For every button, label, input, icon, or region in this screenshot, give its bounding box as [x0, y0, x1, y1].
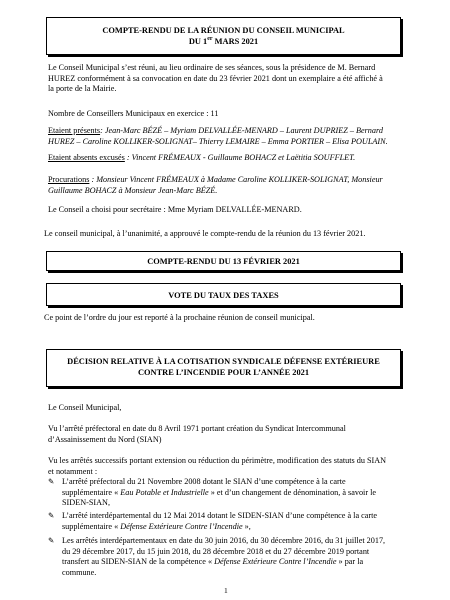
- successive-orders-paragraph: Vu les arrêtés successifs portant extension ou réduction du périmètre, modification des statuts du SIAN et notamment :: [48, 456, 387, 476]
- absent-members: Etaient absents excusés : Vincent FRÉMEAUX - Guillaume BOHACZ et Laëtitia SOUFFLET.: [48, 153, 356, 162]
- prefectoral-order-paragraph: Vu l’arrêté préfectoral en date du 8 Avril 1971 portant création du Syndicat Intercommunal d’Assainissement du Nord (SIAN): [48, 424, 346, 444]
- tax-vote-title: VOTE DU TAUX DES TAXES: [168, 291, 279, 300]
- contribution-title-line1: DÉCISION RELATIVE À LA COTISATION SYNDICALE DÉFENSE EXTÉRIEURE: [67, 357, 380, 366]
- meeting-title-line1: COMPTE-RENDU DE LA RÉUNION DU CONSEIL MUNICIPAL: [102, 26, 345, 35]
- council-heading: Le Conseil Municipal,: [48, 403, 122, 412]
- intro-paragraph: Le Conseil Municipal s’est réuni, au lieu ordinaire de ses séances, sous la présidence de M. Bernard HUREZ conformément à sa convocation en date du 23 février 2021 dont un exemplaire a été affiché à la porte de la Mairie.: [48, 63, 383, 94]
- proxies: Procurations : Monsieur Vincent FRÉMEAUX à Madame Caroline KOLLIKER-SOLIGNAT, Monsieur Guillaume BOHACZ à Monsieur Jean-Marc BÉZÉ.: [48, 175, 383, 195]
- present-members: Etaient présents: Jean-Marc BÉZÉ – Myriam DELVALLÉE-MENARD – Laurent DUPRIEZ – Bernard HUREZ – Caroline KOLLIKER-SOLIGNAT– Thierry LEMAIRE – Emma PORTIER – Elisa POULAIN.: [48, 126, 388, 146]
- secretary-line: Le Conseil a choisi pour secrétaire : Mme Myriam DELVALLÉE-MENARD.: [48, 205, 302, 214]
- meeting-title-line2: DU 1er MARS 2021: [188, 36, 259, 46]
- contribution-title-line2: CONTRE L’INCENDIE POUR L’ANNÉE 2021: [137, 368, 310, 377]
- meeting-title-box: [46, 17, 401, 55]
- minutes-section-title-box: [46, 251, 401, 271]
- minutes-approval-text: Le conseil municipal, à l’unanimité, a approuvé le compte-rendu de la réunion du 13 février 2021.: [44, 229, 366, 238]
- tax-vote-text: Ce point de l’ordre du jour est reporté à la prochaine réunion de conseil municipal.: [44, 313, 315, 322]
- tax-vote-title-box: [46, 283, 401, 306]
- page-number: 1: [224, 586, 228, 595]
- pencil-bullet-icon: ✎: [48, 536, 55, 545]
- pencil-bullet-icon: ✎: [48, 511, 55, 520]
- document-page: COMPTE-RENDU DE LA RÉUNION DU CONSEIL MUNICIPAL DU 1er MARS 2021 Le Conseil Municipal s’est réuni, au lieu ordinaire de ses séances, sous la présidence de M. Bernard HUREZ conformément à sa convocation en date du 23 février 2021 dont un exemplaire a été affiché à la porte de la Mairie. Nombre de Conseillers Municipaux en exercice : 11 Etaient présents: Jean-Marc BÉZÉ – Myriam DELVALLÉE-MENARD – Laurent DUPRIEZ – Bernard HUREZ – Caroline KOLLIKER-SOLIGNAT– Thierry LEMAIRE – Emma PORTIER – Elisa POULAIN. Etaient absents excusés : Vincent FRÉMEAUX - Guillaume BOHACZ et Laëtitia SOUFFLET. Procurations : Monsieur Vincent FRÉMEAUX à Madame Caroline KOLLIKER-SOLIGNAT, Monsieur Guillaume BOHACZ à Monsieur Jean-Marc BÉZÉ. Le Conseil a choisi pour secrétaire : Mme Myriam DELVALLÉE-MENARD. Le conseil municipal, à l’unanimité, a approuvé le compte-rendu de la réunion du 13 février 2021. COMPTE-RENDU DU 13 FÉVRIER 2021 VOTE DU TAUX DES TAXES Ce point de l’ordre du jour est reporté à la prochaine réunion de conseil municipal. DÉCISION RELATIVE À LA COTISATION SYNDICALE DÉFENSE EXTÉRIEURE CONTRE L’INCENDIE POUR L’ANNÉE 2021 Le Conseil Municipal, Vu l’arrêté préfectoral en date du 8 Avril 1971 portant création du Syndicat Intercommunal d’Assainissement du Nord (SIAN) Vu les arrêtés successifs portant extension ou réduction du périmètre, modification des statuts du SIAN et notamment : ✎ L’arrêté préfectoral du 21 Novembre 2008 dotant le SIAN d’une compétence à la carte supplémentaire « Eau Potable et Industrielle » et d’un changement de dénomination, à savoir le SIDEN-SIAN, ✎ L’arrêté interdépartemental du 12 Mai 2014 dotant le SIDEN-SIAN d’une compétence à la carte supplémentaire « Défense Extérieure Contre l’Incendie », ✎ Les arrêtés interdépartementaux en date du 30 juin 2016, du 30 décembre 2016, du 31 juillet 2017, du 29 décembre 2017, du 15 juin 2018, du 28 décembre 2018 et du 27 décembre 2019 portant transfert au SIDEN-SIAN de la compétence « Défense Extérieure Contre l’Incendie » par la commune. 1: [0, 0, 450, 600]
- members-count: Nombre de Conseillers Municipaux en exercice : 11: [48, 109, 219, 118]
- contribution-title-box: [46, 349, 401, 387]
- pencil-bullet-icon: ✎: [48, 477, 55, 486]
- minutes-section-title: COMPTE-RENDU DU 13 FÉVRIER 2021: [147, 257, 300, 266]
